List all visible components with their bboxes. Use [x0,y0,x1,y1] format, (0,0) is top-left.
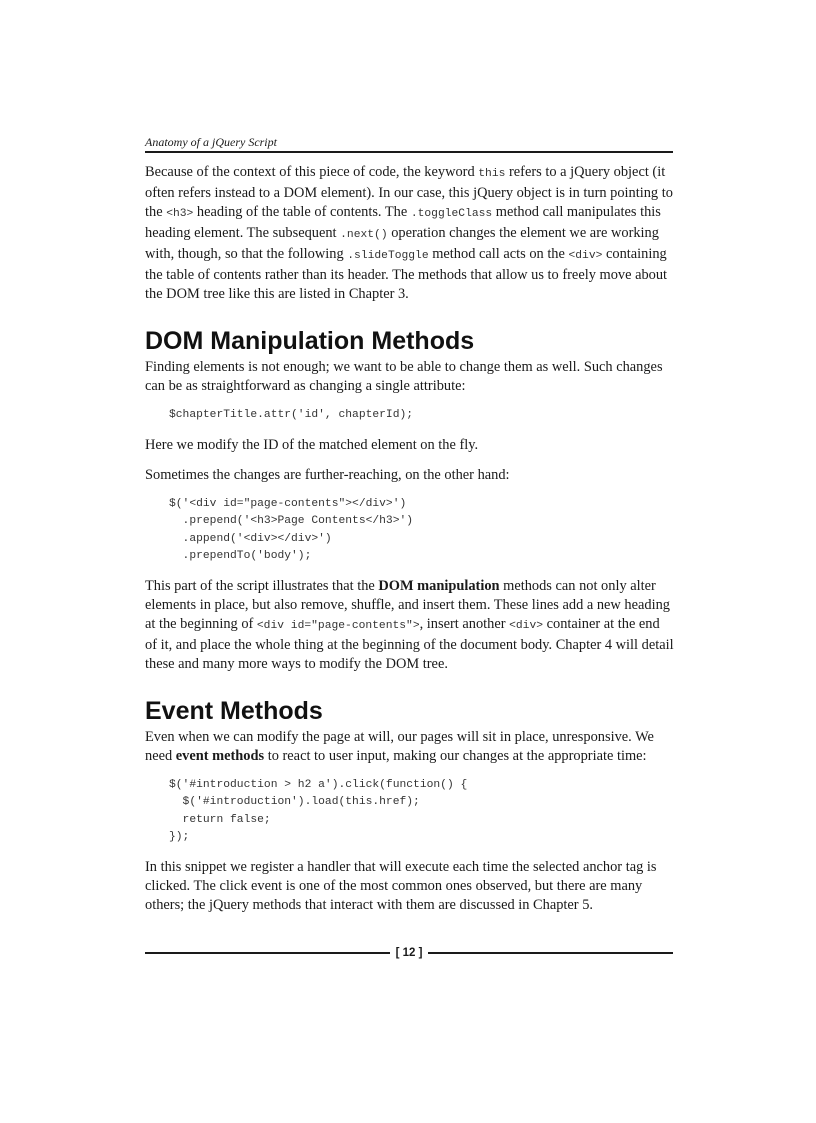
page-footer [145,945,673,961]
text-span: containing the table of contents rather than its header. The methods that allow us to freely move about the DOM tree like this are listed in Chapter 3. [145,246,668,302]
page-content [145,163,675,926]
text-span: container at the end of it, and place the whole thing at the beginning of the document body. Chapter 4 will detail these and many more ways to modify the DOM tree. [145,615,674,672]
bold-term: DOM manipulation [378,577,500,594]
text-span: , insert another [419,615,510,632]
code-snippet-attr: $chapterTitle.attr('id', chapterId); [169,409,414,421]
inline-code: <div id="page-contents"> [256,619,420,632]
inline-code: <div> [509,619,544,632]
text-span: method call acts on the [428,246,569,262]
running-header: Anatomy of a jQuery Script [145,134,673,153]
text-span: to react to user input, making our changes at the appropriate time: [264,747,647,764]
bold-term: event methods [175,747,265,764]
inline-code: <h3> [166,208,194,220]
inline-code: .next() [340,229,388,241]
heading-dom-manipulation: DOM Manipulation Methods [145,327,475,355]
paragraph-dom-manipulation [145,577,675,674]
inline-code: .toggleClass [410,208,493,220]
code-snippet-click: $('#introduction > h2 a').click(function() { $('#introduction').load(this.href); return false; }); [169,778,468,843]
text-span: Because of the context of this piece of code, the keyword [145,164,479,180]
heading-event-methods: Event Methods [145,696,323,725]
text-span: Even when we can modify the page at will, our pages will sit in place, unresponsive. We need [145,728,654,764]
text-span: operation changes the element we are working with, though, so that the following [145,225,659,262]
paragraph-snippet-handler: In this snippet we register a handler that will execute each time the selected anchor tag is clicked. The click event is one of the most common ones observed, but there are many others; the jQuery methods that interact with them are discussed in Chapter 5. [145,858,657,913]
paragraph-this-context [145,163,675,304]
text-span: heading of the table of contents. The [193,204,411,220]
inline-code: .slideToggle [347,250,429,262]
paragraph-finding-elements: Finding elements is not enough; we want to be able to change them as well. Such changes can be as straightforward as changing a single attribute: [145,359,663,394]
inline-code: <div> [568,250,603,262]
footer-rule-left [145,952,390,954]
inline-code: this [478,168,506,180]
text-span: method call manipulates this heading element. The subsequent [145,204,661,241]
text-span: refers to a jQuery object (it often refers instead to a DOM element). In our case, this jQuery object is in turn pointing to the [145,164,673,220]
paragraph-further-reaching: Sometimes the changes are further-reaching, on the other hand: [145,466,510,483]
text-span: This part of the script illustrates that the [145,577,379,594]
text-span: methods can not only alter elements in place, but also remove, shuffle, and insert them. These lines add a new heading at the beginning of [145,577,670,632]
paragraph-event-methods [145,728,675,766]
code-snippet-prepend: $('<div id="page-contents"></div>') .prepend('<h3>Page Contents</h3>') .append('<div></div>') .prependTo('body'); [169,497,414,562]
footer-rule-right [428,952,673,954]
page-number: [ 12 ] [395,947,423,959]
paragraph-modify-id: Here we modify the ID of the matched element on the fly. [145,436,479,453]
